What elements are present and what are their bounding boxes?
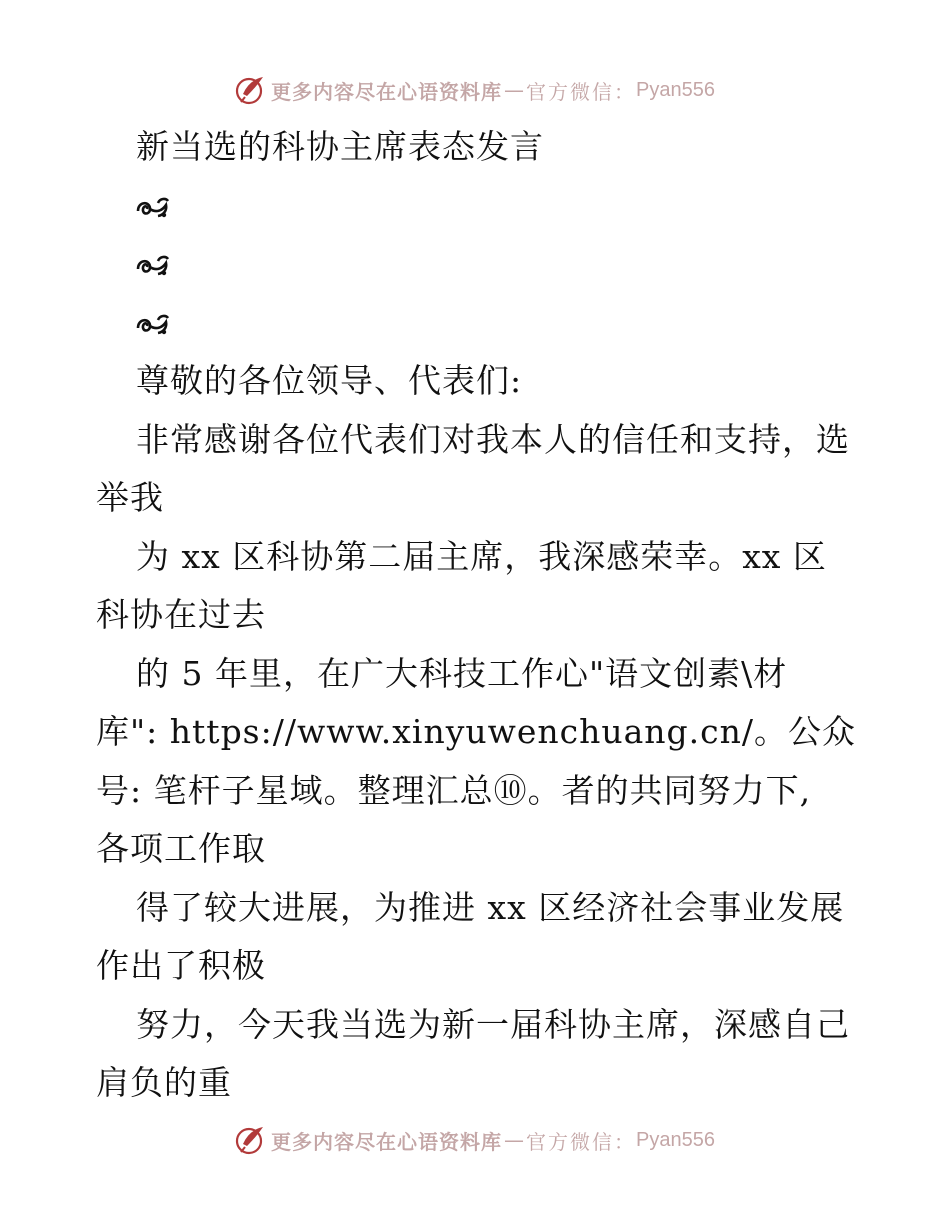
ornament-line — [96, 235, 866, 294]
banner-wechat-id: Pyan556 — [636, 78, 715, 101]
paragraph-line: 作出了积极 — [96, 946, 266, 985]
greeting: 尊敬的各位领导、代表们: — [136, 361, 523, 400]
fleuron-icon — [136, 195, 170, 221]
quill-logo-icon — [235, 1124, 267, 1156]
header-banner — [0, 70, 950, 110]
paragraph-line: 库": https://www.xinyuwenchuang.cn/。公众 — [96, 712, 857, 751]
paragraph-line: 号: 笔杆子星域。整理汇总⑩。者的共同努力下, — [96, 770, 812, 810]
paragraph-line: 科协在过去 — [96, 595, 266, 634]
ornament-line — [96, 294, 866, 353]
paragraph-line: 非常感谢各位代表们对我本人的信任和支持，选 — [136, 419, 850, 459]
footer-banner — [0, 1120, 950, 1160]
paragraph-line: 得了较大进展，为推进 xx 区经济社会事业发展 — [136, 887, 845, 927]
paragraph-line: 努力，今天我当选为新一届科协主席，深感自己 — [136, 1004, 850, 1044]
paragraph-line: 各项工作取 — [96, 829, 266, 868]
banner-text: 更多内容尽在心语资料库 — [271, 79, 503, 104]
banner-wechat-id: Pyan556 — [636, 1128, 715, 1151]
ornament-line — [96, 177, 866, 236]
paragraph-line: 肩负的重 — [96, 1063, 232, 1102]
banner-official-label: 官方微信： — [526, 1129, 637, 1154]
banner-text: 更多内容尽在心语资料库 — [271, 1129, 503, 1154]
banner-official-label: 官方微信： — [526, 79, 637, 104]
fleuron-icon — [136, 312, 170, 338]
banner-separator: — — [504, 1128, 525, 1152]
banner-separator: — — [504, 78, 525, 102]
paragraph-line: 举我 — [96, 478, 164, 517]
document-body — [96, 118, 866, 1113]
document-title: 新当选的科协主席表态发言 — [136, 127, 544, 166]
quill-logo-icon — [235, 74, 267, 106]
fleuron-icon — [136, 253, 170, 279]
paragraph-line: 为 xx 区科协第二届主席，我深感荣幸。xx 区 — [136, 536, 827, 576]
paragraph-line: 的 5 年里，在广大科技工作心"语文创素\材 — [136, 653, 788, 693]
